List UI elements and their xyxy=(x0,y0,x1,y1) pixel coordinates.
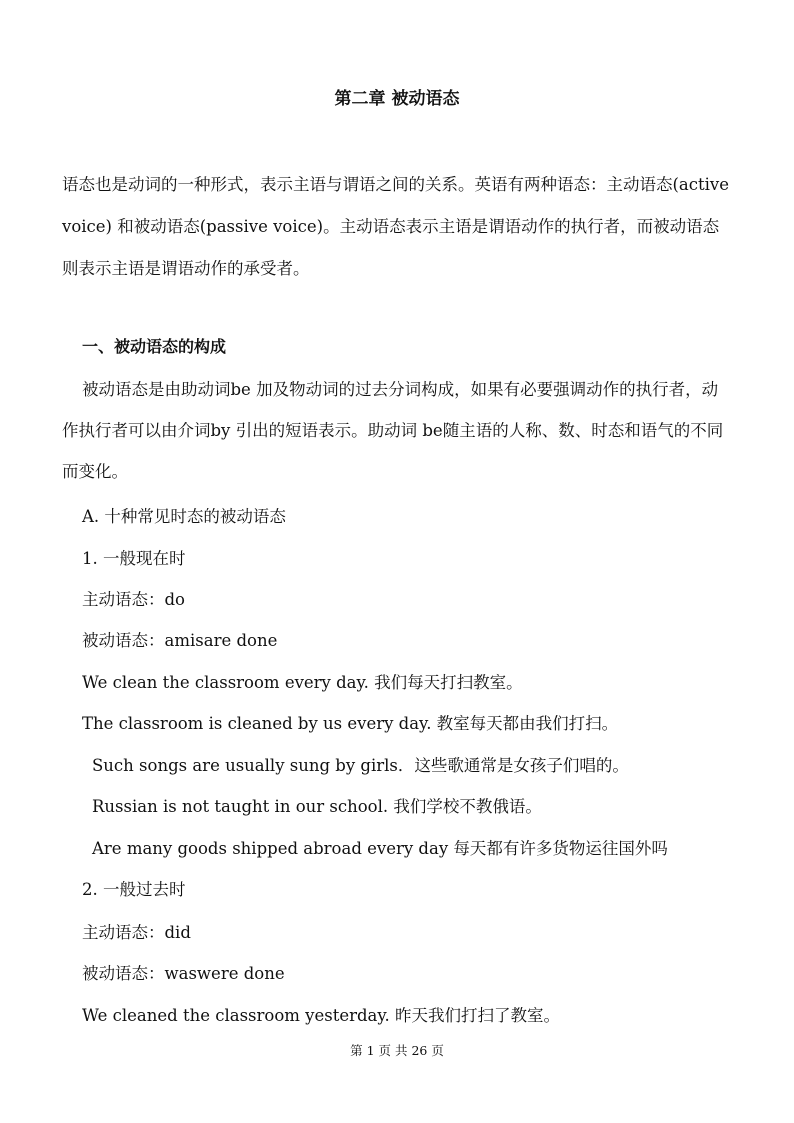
example-sentence: Are many goods shipped abroad every day 每天都有许多货物运往国外吗 xyxy=(92,839,668,858)
passive-voice-form: 被动语态：waswere done xyxy=(82,964,285,983)
active-voice-form: 主动语态：did xyxy=(82,923,191,942)
example-sentence: Such songs are usually sung by girls．这些歌通常是女孩子们唱的。 xyxy=(92,756,629,775)
chapter-title: 第二章 被动语态 xyxy=(334,89,460,109)
page-footer: 第 1 页 共 26 页 xyxy=(350,1043,444,1058)
tense-heading: 1. 一般现在时 xyxy=(82,549,186,568)
subsection-label: A. 十种常见时态的被动语态 xyxy=(82,507,286,526)
section-paragraph: 被动语态是由助动词be 加及物动词的过去分词构成，如果有必要强调动作的执行者，动作执行者可以由介词by 引出的短语表示。助动词 be随主语的人称、数、时态和语气的不同而变化。 xyxy=(62,380,724,481)
example-sentence: Russian is not taught in our school. 我们学校不教俄语。 xyxy=(92,797,542,816)
active-voice-form: 主动语态：do xyxy=(82,590,185,609)
example-sentence: We cleaned the classroom yesterday. 昨天我们打扫了教室。 xyxy=(82,1006,561,1025)
example-sentence: We clean the classroom every day. 我们每天打扫教室。 xyxy=(82,673,523,692)
passive-voice-form: 被动语态：amisare done xyxy=(82,631,278,650)
example-sentence: The classroom is cleaned by us every day. 教室每天都由我们打扫。 xyxy=(82,714,619,733)
intro-paragraph: 语态也是动词的一种形式，表示主语与谓语之间的关系。英语有两种语态：主动语态(active voice) 和被动语态(passive voice)。主动语态表示主语是谓语动作的执行者，而被动语态则表示主语是谓语动作的承受者。 xyxy=(62,175,730,278)
section-heading: 一、被动语态的构成 xyxy=(82,337,227,356)
tense-heading: 2. 一般过去时 xyxy=(82,880,186,899)
